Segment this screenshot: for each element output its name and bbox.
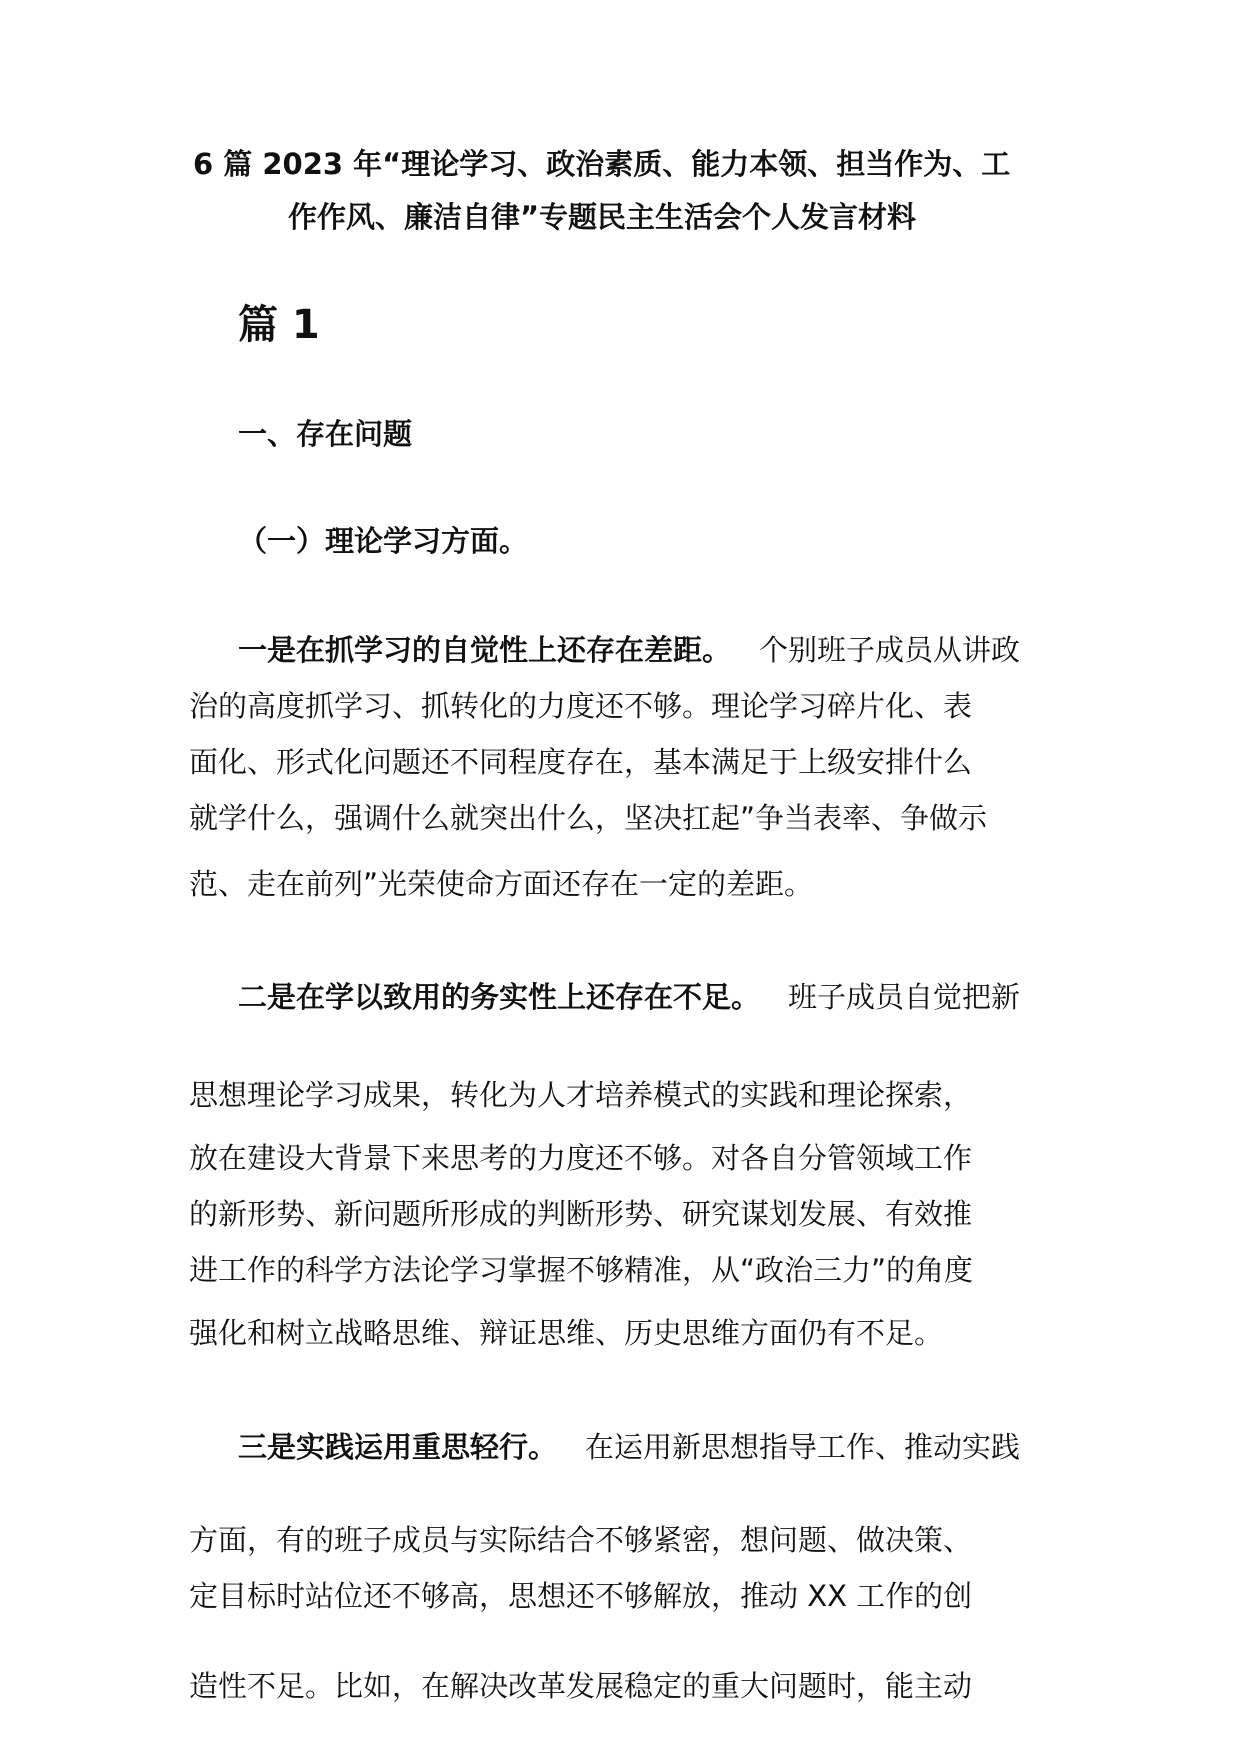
document-title-line-1: 6 篇 2023 年“理论学习、政治素质、能力本领、担当作为、工 [193, 147, 1011, 181]
paragraph-1-line-1 [238, 630, 1020, 670]
subsection-heading: （一）理论学习方面。 [238, 524, 529, 558]
section-heading: 一、存在问题 [238, 417, 413, 451]
paragraph-2-text: 班子成员自觉把新 [788, 980, 1021, 1014]
paragraph-2-line-5: 进工作的科学方法论学习掌握不够精准，从“政治三力”的角度 [189, 1253, 974, 1287]
paragraph-1-line-5: 范、走在前列”光荣使命方面还存在一定的差距。 [189, 867, 814, 901]
paragraph-1-text: 个别班子成员从讲政 [759, 633, 1021, 667]
paragraph-2-line-6: 强化和树立战略思维、辩证思维、历史思维方面仍有不足。 [189, 1316, 944, 1350]
paragraph-1-line-4: 就学什么，强调什么就突出什么，坚决扛起”争当表率、争做示 [189, 801, 988, 835]
paragraph-3-line-4: 造性不足。比如，在解决改革发展稳定的重大问题时，能主动 [189, 1669, 973, 1703]
paragraph-3-line-2: 方面，有的班子成员与实际结合不够紧密，想问题、做决策、 [189, 1523, 973, 1557]
paragraph-2-line-2: 思想理论学习成果，转化为人才培养模式的实践和理论探索， [189, 1078, 973, 1112]
paragraph-3-text: 在运用新思想指导工作、推动实践 [585, 1430, 1021, 1464]
paragraph-2-lead: 二是在学以致用的务实性上还存在不足。 [238, 980, 761, 1014]
chapter-heading: 篇 1 [238, 302, 320, 348]
paragraph-3-line-3: 定目标时站位还不够高，思想还不够解放，推动 XX 工作的创 [189, 1579, 973, 1613]
paragraph-2-line-3: 放在建设大背景下来思考的力度还不够。对各自分管领域工作 [189, 1141, 973, 1175]
paragraph-2-line-4: 的新形势、新问题所形成的判断形势、研究谋划发展、有效推 [189, 1197, 973, 1231]
paragraph-3-line-1 [238, 1427, 1020, 1467]
paragraph-1-line-2: 治的高度抓学习、抓转化的力度还不够。理论学习碎片化、表 [189, 689, 973, 723]
document-title-line-2: 作作风、廉洁自律”专题民主生活会个人发言材料 [288, 200, 917, 234]
paragraph-1-lead: 一是在抓学习的自觉性上还存在差距。 [238, 633, 732, 667]
paragraph-3-lead: 三是实践运用重思轻行。 [238, 1430, 558, 1464]
paragraph-2-line-1 [238, 977, 1020, 1017]
paragraph-1-line-3: 面化、形式化问题还不同程度存在，基本满足于上级安排什么 [189, 745, 973, 779]
